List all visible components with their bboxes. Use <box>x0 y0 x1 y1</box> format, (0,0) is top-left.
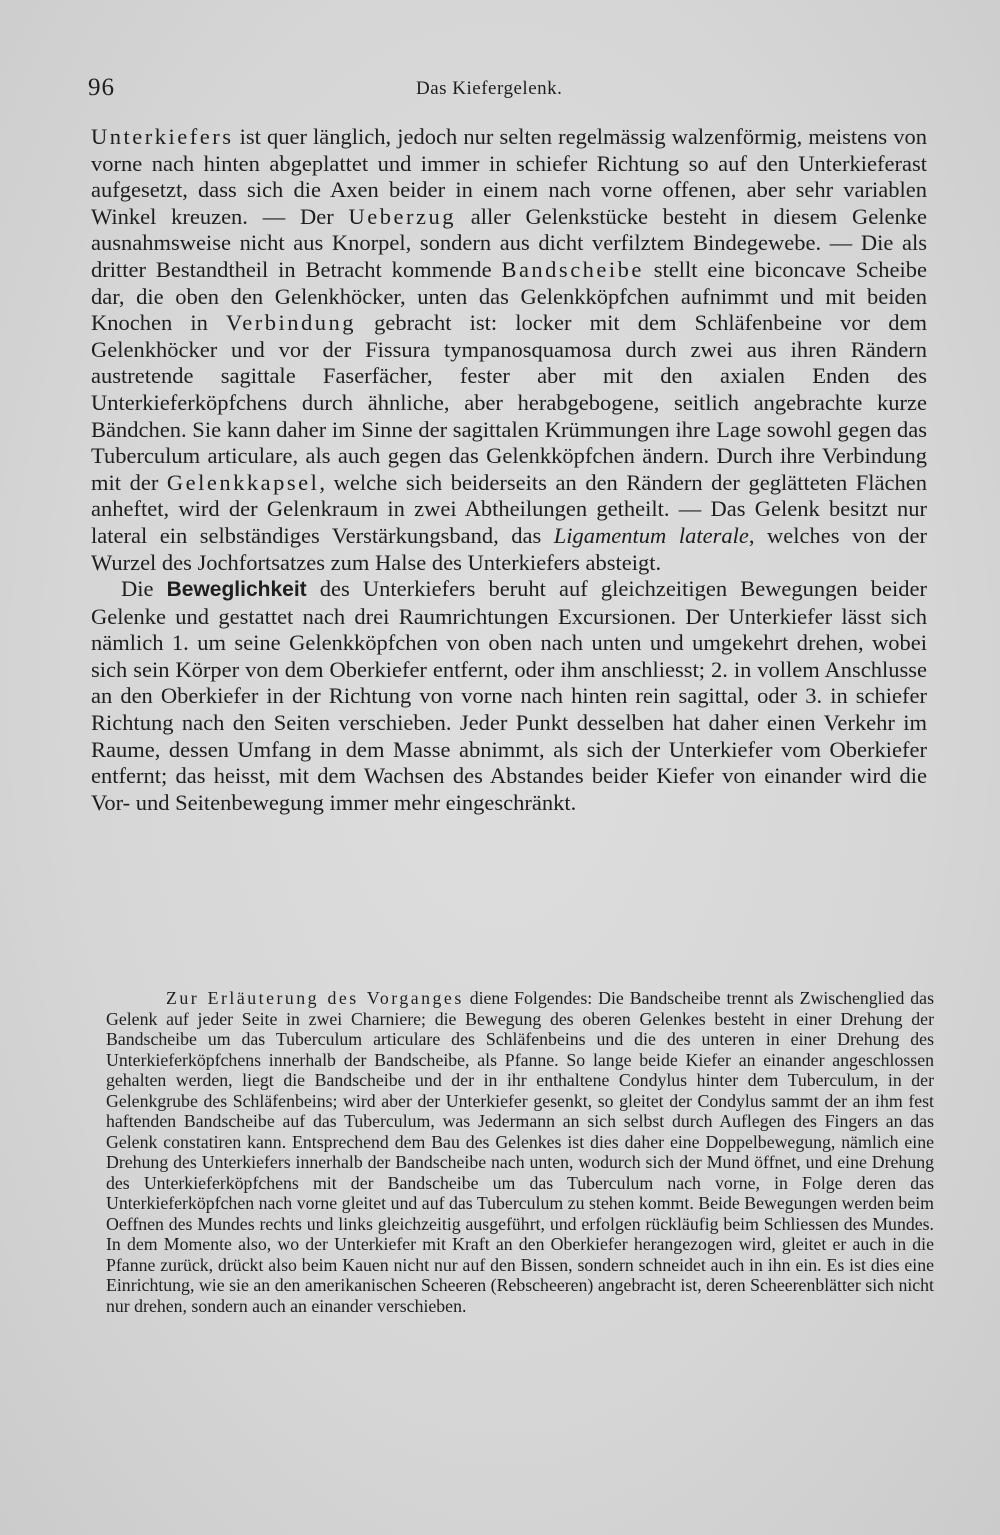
spaced-term-erlaeuterung: Zur Erläuterung des Vorganges <box>166 988 464 1008</box>
main-text <box>91 124 927 816</box>
spaced-term-verbindung: Verbindung <box>225 310 356 336</box>
running-head: Das Kiefergelenk. <box>416 78 563 99</box>
bold-term-beweglichkeit: Beweglichkeit <box>166 578 307 602</box>
spaced-term-bandscheibe: Bandscheibe <box>501 256 644 282</box>
italic-term-ligamentum: Ligamentum laterale <box>553 522 749 548</box>
text-segment: ist quer länglich, jedoch nur selten regelmässig walzenförmig, meistens von vorne nach hinten abgeplattet und immer in schiefer Richtung so auf den Unterkieferast aufgesetzt, dass sich die Axen beider in einem nach vorne offenen, aber sehr variablen Winkel kreuzen. — Der <box>91 124 927 229</box>
page-number: 96 <box>88 74 115 101</box>
text-segment: , welche sich beiderseits an den Rändern der geglätteten Flächen anheftet, wird der Gelenkraum in zwei Abtheilungen getheilt. — Das Gelenk besitzt nur lateral ein selbständiges Verstärkungsband, das <box>91 469 928 548</box>
spaced-term-unterkiefers: Unterkiefers <box>91 124 234 149</box>
spaced-term-ueberzug: Ueberzug <box>348 203 456 229</box>
text-segment: des Unterkiefers beruht auf gleichzeitigen Bewegungen beider Gelenke und gestattet nach drei Raumrichtungen Excursionen. Der Unterkiefer lässt sich nämlich 1. um seine Gelenkköpfchen von oben nach unten und umgekehrt drehen, wobei sich sein Körper von dem Oberkiefer entfernt, oder ihm anschliesst; 2. in vollem Anschlusse an den Oberkiefer in der Richtung von vorne nach hinten rein sagittal, oder 3. in schiefer Richtung nach den Seiten verschieben. Jeder Punkt desselben hat daher einen Verkehr im Raume, dessen Umfang in dem Masse abnimmt, als sich der Unterkiefer vom Oberkiefer entfernt; das heisst, mit dem Wachsen des Abstandes beider Kiefer von einander wird die Vor- und Seitenbewegung immer mehr eingeschränkt. <box>91 576 927 815</box>
text-segment: stellt eine biconcave Scheibe dar, die oben den Gelenkhöcker, unten das Gelenkköpfchen aufnimmt und mit beiden Knochen in <box>91 256 927 336</box>
spaced-term-gelenkkapsel: Gelenkkapsel <box>166 469 320 495</box>
footnote-paragraph <box>106 988 934 1316</box>
page-header <box>88 74 930 108</box>
text-segment: , welches von der Wurzel des Jochfortsatzes zum Halse des Unterkiefers absteigt. <box>91 522 928 575</box>
text-segment: diene Folgendes: Die Bandscheibe trennt als Zwischenglied das Gelenk auf jeder Seite in zwei Charniere; die Bewegung des oberen Gelenkes besteht in einer Drehung der Bandscheibe um das Tuberculum articulare des Schläfenbeins und die des unteren in einer Drehung des Unterkieferköpfchens innerhalb der Bandscheibe, als Pfanne. So lange beide Kiefer an einander angeschlossen gehalten werden, liegt die Bandscheibe und der in ihr enthaltene Condylus hinter dem Tuberculum, in der Gelenkgrube des Schläfenbeins; wird aber der Unterkiefer gesenkt, so gleitet der Condylus sammt der an ihm fest haftenden Bandscheibe auf das Tuberculum, was Jedermann an sich selbst durch Auflegen des Fingers an das Gelenk constatiren kann. Entsprechend dem Bau des Gelenkes ist dies daher eine Doppelbewegung, nämlich eine Drehung des Unterkiefers innerhalb der Bandscheibe nach unten, wodurch sich der Mund öffnet, und eine Drehung des Unterkieferköpfchens mit der Bandscheibe um das Tuberculum nach vorne, in Folge deren das Unterkieferköpfchen nach vorne gleitet und auf das Tuberculum zu stehen kommt. Beide Bewegungen werden beim Oeffnen des Mundes rechts und links gleichzeitig ausgeführt, und erfolgen rückläufig beim Schliessen des Mundes. In dem Momente also, wo der Unterkiefer mit Kraft an den Oberkiefer herangezogen wird, gleitet er auch in die Pfanne zurück, drückt also beim Kauen nicht nur auf den Bissen, sondern schneidet auch in ihn ein. Es ist dies eine Einrichtung, wie sie an den amerikanischen Scheeren (Rebscheeren) angebracht ist, deren Scheerenblätter sich nicht nur drehen, sondern auch an einander verschieben. <box>106 988 934 1316</box>
paragraph-joint-structure <box>91 124 927 576</box>
text-segment: Die <box>121 576 167 602</box>
footnote-block <box>106 988 934 1316</box>
paragraph-mobility <box>91 576 927 816</box>
text-segment: aller Gelenkstücke besteht in diesem Gelenke ausnahmsweise nicht aus Knorpel, sondern aus dicht verfilztem Bindegewebe. — Die als dritter Bestandtheil in Betracht kommende <box>91 203 927 282</box>
text-segment: gebracht ist: locker mit dem Schläfenbeine vor dem Gelenkhöcker und vor der Fissura tympanosquamosa durch zwei aus ihren Rändern austretende sagittale Faserfächer, fester aber mit den axialen Enden des Unterkieferköpfchens durch ähnliche, aber herabgebogene, seitlich angebrachte kurze Bändchen. Sie kann daher im Sinne der sagittalen Krümmungen ihre Lage sowohl gegen das Tuberculum articulare, als auch gegen das Gelenkköpfchen ändern. Durch ihre Verbindung mit der <box>91 310 927 495</box>
